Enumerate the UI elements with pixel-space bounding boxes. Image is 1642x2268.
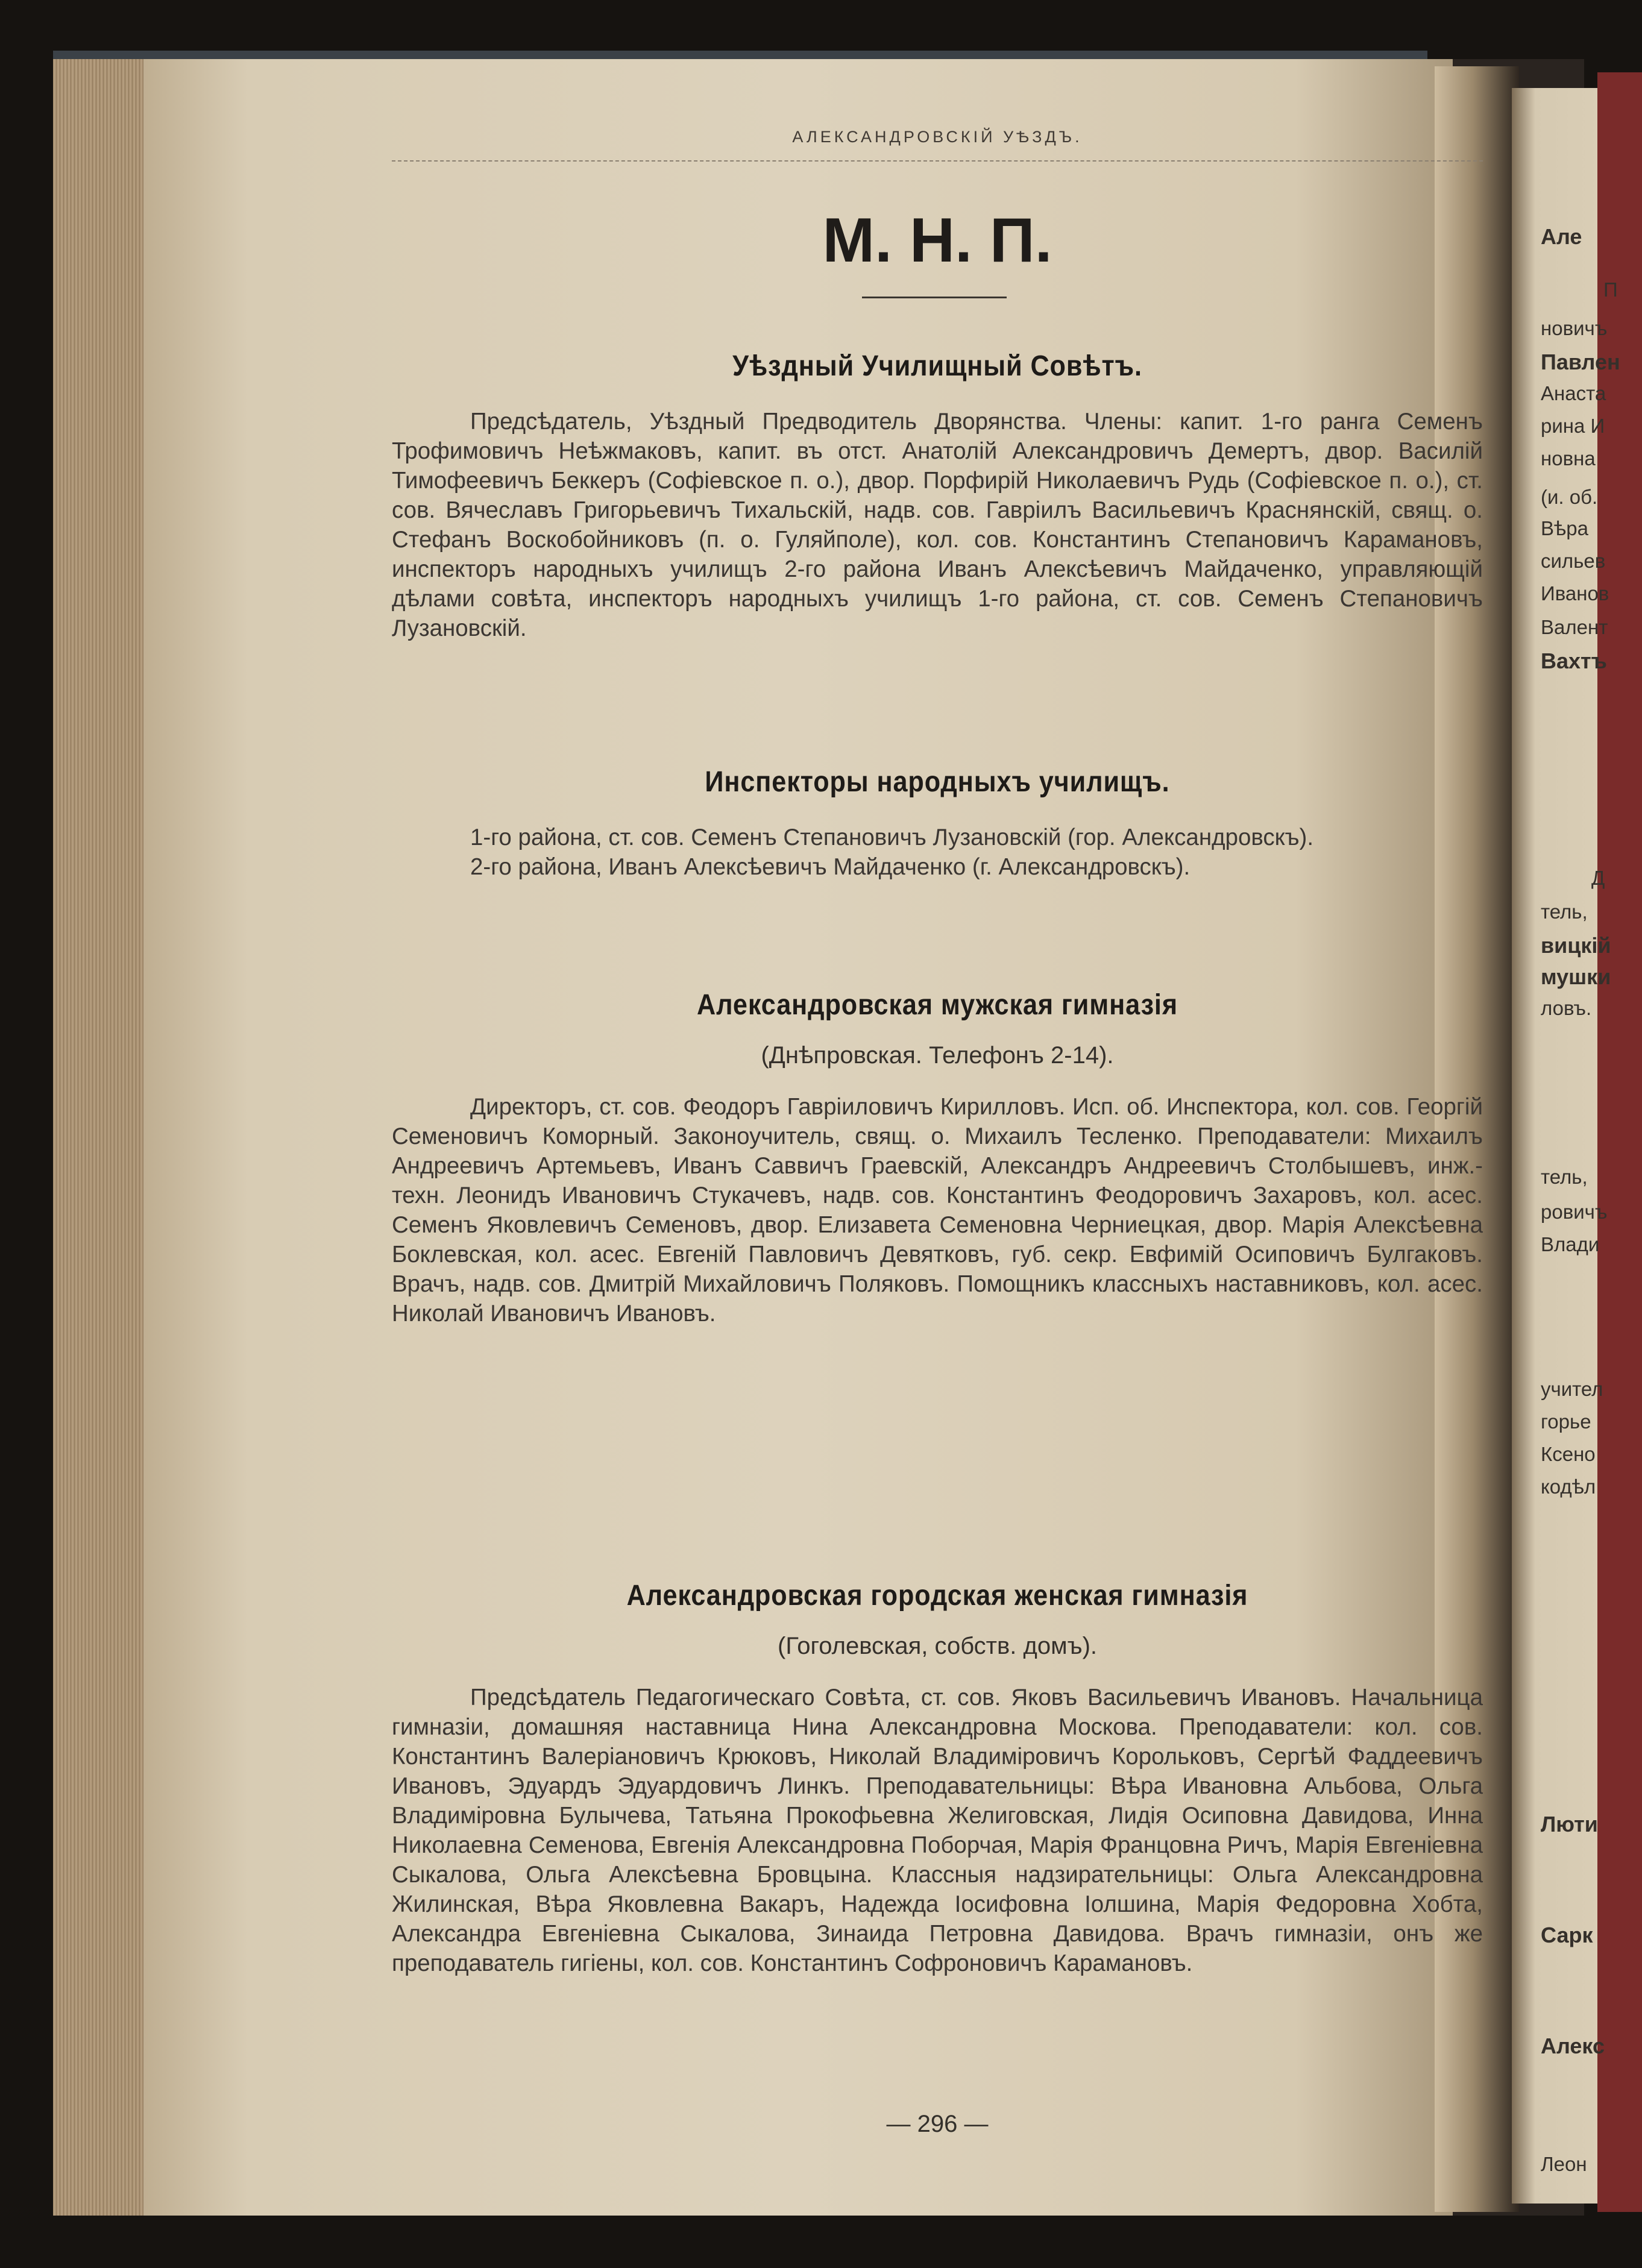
right-fragment: новичъ bbox=[1541, 317, 1608, 339]
right-fragment: учител bbox=[1541, 1378, 1603, 1400]
right-fragment: Вахтъ bbox=[1541, 649, 1607, 673]
main-title: М. Н. П. bbox=[822, 206, 1052, 275]
section-paragraph: Предсѣдатель, Уѣздный Предводитель Дворянства. Члены: капит. 1-го ранга Семенъ Трофимовичъ Неѣжмаковъ, капит. въ отст. Анатолій Александровичъ Демертъ, двор. Василій Тимофеевичъ Беккеръ (Софіевское п. о.), двор. Порфирій Николаевичъ Рудь (Софіевское п. о.), ст. сов. Вячеславъ Григорьевичъ Тихальскій, надв. сов. Гавріилъ Васильевичъ Краснянскій, свящ. о. Стефанъ Воскобойниковъ (п. о. Гуляйполе), кол. сов. Константинъ Степановичъ Карамановъ, инспекторъ народныхъ училищъ 2-го района Иванъ Алексѣевичъ Майдаченко, управляющій дѣлами совѣта, инспекторъ народныхъ училищъ 1-го района, ст. сов. Семенъ Степановичъ Лузановскій. bbox=[392, 409, 1483, 641]
right-fragment: новна bbox=[1541, 447, 1596, 470]
section-paragraph: 1-го района, ст. сов. Семенъ Степановичъ Лузановскій (гор. Александровскъ). bbox=[470, 825, 1314, 850]
section-boys-gymnasium bbox=[392, 988, 1483, 1328]
section-heading: Уѣздный Училищный Совѣтъ. bbox=[732, 350, 1142, 382]
right-fragment: П bbox=[1603, 278, 1618, 301]
scan-top-strip bbox=[53, 51, 1427, 59]
section-subtitle: (Гоголевская, собств. домъ). bbox=[778, 1633, 1097, 1659]
right-fragment: Иванов bbox=[1541, 582, 1609, 605]
right-fragment: рина И bbox=[1541, 415, 1605, 437]
right-fragment: ровичъ bbox=[1541, 1201, 1608, 1223]
right-fragment: Ксено bbox=[1541, 1443, 1596, 1465]
section-heading: Александровская мужская гимназія bbox=[697, 989, 1178, 1021]
section-heading: Инспекторы народныхъ училищъ. bbox=[705, 766, 1170, 798]
right-fragment: Сарк bbox=[1541, 1923, 1593, 1947]
header-rule bbox=[392, 160, 1483, 162]
section-paragraph: Директоръ, ст. сов. Феодоръ Гавріиловичъ Кирилловъ. Исп. об. Инспектора, кол. сов. Георгій Семеновичъ Коморный. Законоучитель, свящ. о. Михаилъ Тесленко. Преподаватели: Михаилъ Андреевичъ Артемьевъ, Иванъ Саввичъ Граевскій, Александръ Андреевичъ Столбышевъ, инж.-техн. Леонидъ Ивановичъ Стукачевъ, надв. сов. Константинъ Феодоровичъ Захаровъ, кол. асес. Семенъ Яковлевичъ Семеновъ, двор. Елизавета Семеновна Черниецкая, двор. Марія Алексѣевна Боклевская, кол. асес. Евгеній Павловичъ Девятковъ, губ. секр. Евфимій Осиповичъ Булгаковъ. Врачъ, надв. сов. Дмитрій Михайловичъ Поляковъ. Помощникъ классныхъ наставниковъ, кол. асес. Николай Ивановичъ Ивановъ. bbox=[392, 1094, 1483, 1327]
right-fragment: сильев bbox=[1541, 550, 1606, 572]
right-fragment: Валент bbox=[1541, 616, 1608, 638]
page-edges-left bbox=[53, 59, 143, 2216]
section-paragraph: Предсѣдатель Педагогическаго Совѣта, ст. сов. Яковъ Васильевичъ Ивановъ. Начальница гимназіи, домашняя наставница Нина Александровна Москова. Преподаватели: кол. сов. Константинъ Валеріановичъ Крюковъ, Николай Владиміровичъ Корольковъ, Сергѣй Фаддеевичъ Ивановъ, Эдуардъ Эдуардовичъ Линкъ. Преподавательницы: Вѣра Ивановна Альбова, Ольга Владиміровна Булычева, Татьяна Прокофьевна Желиговская, Лидія Осиповна Давидова, Инна Николаевна Семенова, Евгенія Александровна Поборчая, Марія Францовна Ричъ, Марія Евгеніевна Сыкалова, Ольга Алексѣевна Бровцына. Классныя надзирательницы: Ольга Александровна Жилинская, Вѣра Яковлевна Вакаръ, Надежда Іосифовна Іолшина, Марія Федоровна Хобта, Александра Евгеніевна Сыкалова, Зинаида Петровна Давидова. Врачъ гимназіи, онъ же преподаватель гигіены, кол. сов. Константинъ Софроновичъ Карамановъ. bbox=[392, 1685, 1483, 1976]
right-fragment: кодѣл bbox=[1541, 1475, 1596, 1498]
right-fragment: Вѣра bbox=[1541, 517, 1588, 539]
section-inspectors bbox=[392, 765, 1483, 882]
section-girls-gymnasium bbox=[392, 1579, 1483, 1978]
right-fragment: Люти bbox=[1541, 1812, 1598, 1836]
page-number: — 296 — bbox=[886, 2111, 989, 2137]
right-fragment: тель, bbox=[1541, 1166, 1588, 1188]
section-heading: Александровская городская женская гимназія bbox=[626, 1580, 1248, 1612]
right-fragment: Д bbox=[1591, 867, 1605, 889]
right-fragment: Влади bbox=[1541, 1233, 1600, 1255]
right-fragment: тель, bbox=[1541, 900, 1588, 923]
right-fragment: Але bbox=[1541, 224, 1582, 249]
right-fragment: Анаста bbox=[1541, 382, 1606, 404]
right-fragment: Алекс bbox=[1541, 2034, 1605, 2058]
right-fragment: горье bbox=[1541, 1410, 1591, 1433]
section-council bbox=[392, 350, 1483, 643]
right-fragment: вицкій bbox=[1541, 933, 1611, 958]
section-subtitle: (Днѣпровская. Телефонъ 2-14). bbox=[761, 1042, 1114, 1069]
right-fragment: ловъ. bbox=[1541, 997, 1592, 1019]
section-paragraph: 2-го района, Иванъ Алексѣевичъ Майдаченко (г. Александровскъ). bbox=[470, 854, 1191, 880]
right-fragment: мушки bbox=[1541, 964, 1611, 989]
running-head: АЛЕКСАНДРОВСКІЙ УѢЗДЪ. bbox=[792, 128, 1083, 146]
right-fragment: Павлен bbox=[1541, 350, 1620, 374]
title-underline bbox=[862, 297, 1007, 298]
right-fragment: Леон bbox=[1541, 2153, 1587, 2175]
right-fragment: (и. об. bbox=[1541, 486, 1598, 508]
